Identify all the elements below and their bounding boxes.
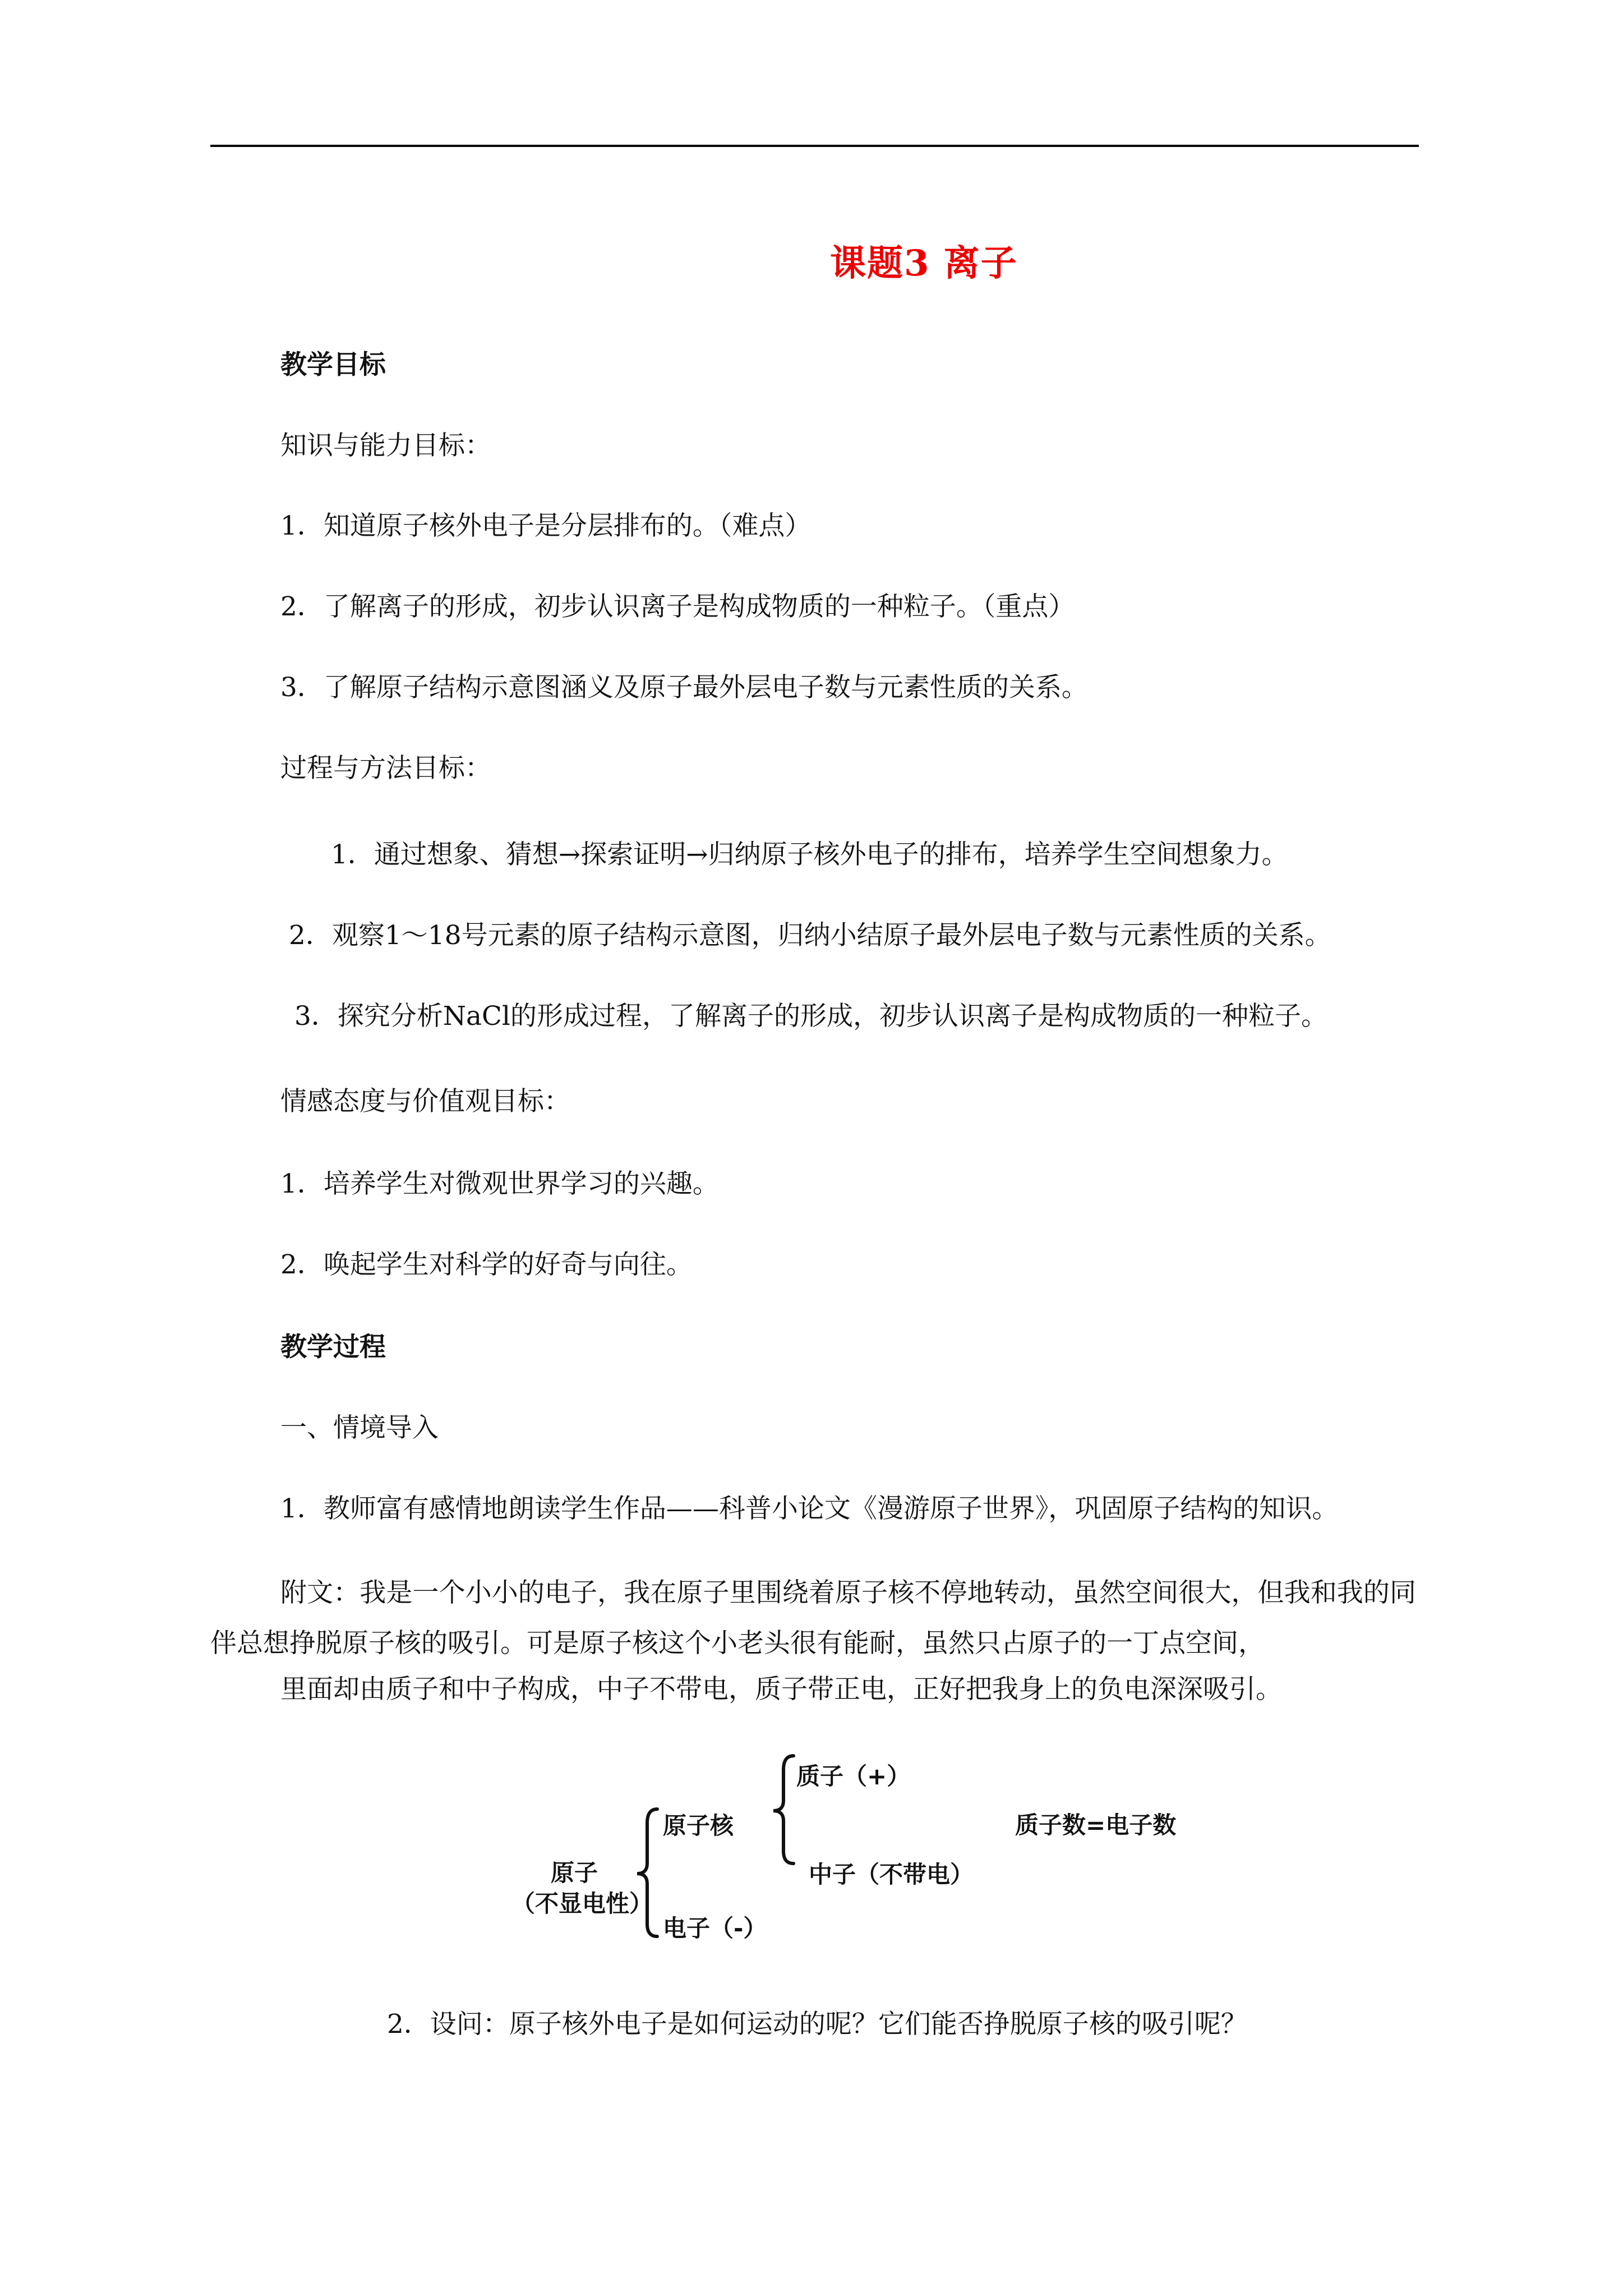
teaching-heading: 教学过程 xyxy=(280,1332,386,1363)
header-rule xyxy=(210,145,1419,147)
process-item-3: 3．探究分析NaCl的形成过程，了解离子的形成，初步认识离子是构成物质的一种粒子。 xyxy=(294,1001,1328,1032)
nucleus-label: 原子核 xyxy=(663,1812,734,1839)
electron-label: 电子（-） xyxy=(663,1915,767,1942)
intro-heading: 一、情境导入 xyxy=(280,1412,439,1443)
proton-electron-relation: 质子数=电子数 xyxy=(1015,1811,1177,1839)
emotion-heading: 情感态度与价值观目标： xyxy=(280,1086,570,1117)
knowledge-item-3: 3．了解原子结构示意图涵义及原子最外层电子数与元素性质的关系。 xyxy=(280,672,1088,703)
objectives-heading: 教学目标 xyxy=(280,349,386,380)
process-item-2: 2．观察1～18号元素的原子结构示意图，归纳小结原子最外层电子数与元素性质的关系。 xyxy=(289,920,1331,951)
atom-note: （不显电性） xyxy=(511,1890,653,1917)
atom-structure-diagram xyxy=(499,1739,1217,1958)
knowledge-heading: 知识与能力目标： xyxy=(280,430,491,461)
knowledge-item-2: 2．了解离子的形成，初步认识离子是构成物质的一种粒子。（重点） xyxy=(280,591,1075,622)
proton-label: 质子（+） xyxy=(796,1763,911,1790)
neutron-label: 中子（不带电） xyxy=(809,1861,974,1888)
emotion-item-1: 1．培养学生对微观世界学习的兴趣。 xyxy=(280,1168,719,1199)
intro-item-1: 1．教师富有感情地朗读学生作品——科普小论文《漫游原子世界》，巩固原子结构的知识。 xyxy=(280,1493,1339,1524)
knowledge-item-1: 1．知道原子核外电子是分层排布的。（难点） xyxy=(280,510,811,541)
process-item-1: 1．通过想象、猜想→探索证明→归纳原子核外电子的排布，培养学生空间想象力。 xyxy=(331,839,1288,870)
appendix-last-line: 里面却由质子和中子构成，中子不带电，质子带正电，正好把我身上的负电深深吸引。 xyxy=(280,1674,1282,1705)
emotion-item-2: 2．唤起学生对科学的好奇与向往。 xyxy=(280,1249,693,1280)
process-heading: 过程与方法目标： xyxy=(280,753,491,784)
atom-label: 原子 xyxy=(551,1859,598,1887)
page-title: 课题3 离子 xyxy=(830,242,1018,284)
appendix-paragraph: 附文：我是一个小小的电子，我在原子里围绕着原子核不停地转动，虽然空间很大，但我和我的同伴总想挣脱原子核的吸引。可是原子核这个小老头很有能耐，虽然只占原子的一丁点空间， xyxy=(210,1577,1416,1659)
question-line: 2．设问：原子核外电子是如何运动的呢？它们能否挣脱原子核的吸引呢？ xyxy=(387,2009,1247,2040)
inner-brace xyxy=(773,1756,794,1864)
